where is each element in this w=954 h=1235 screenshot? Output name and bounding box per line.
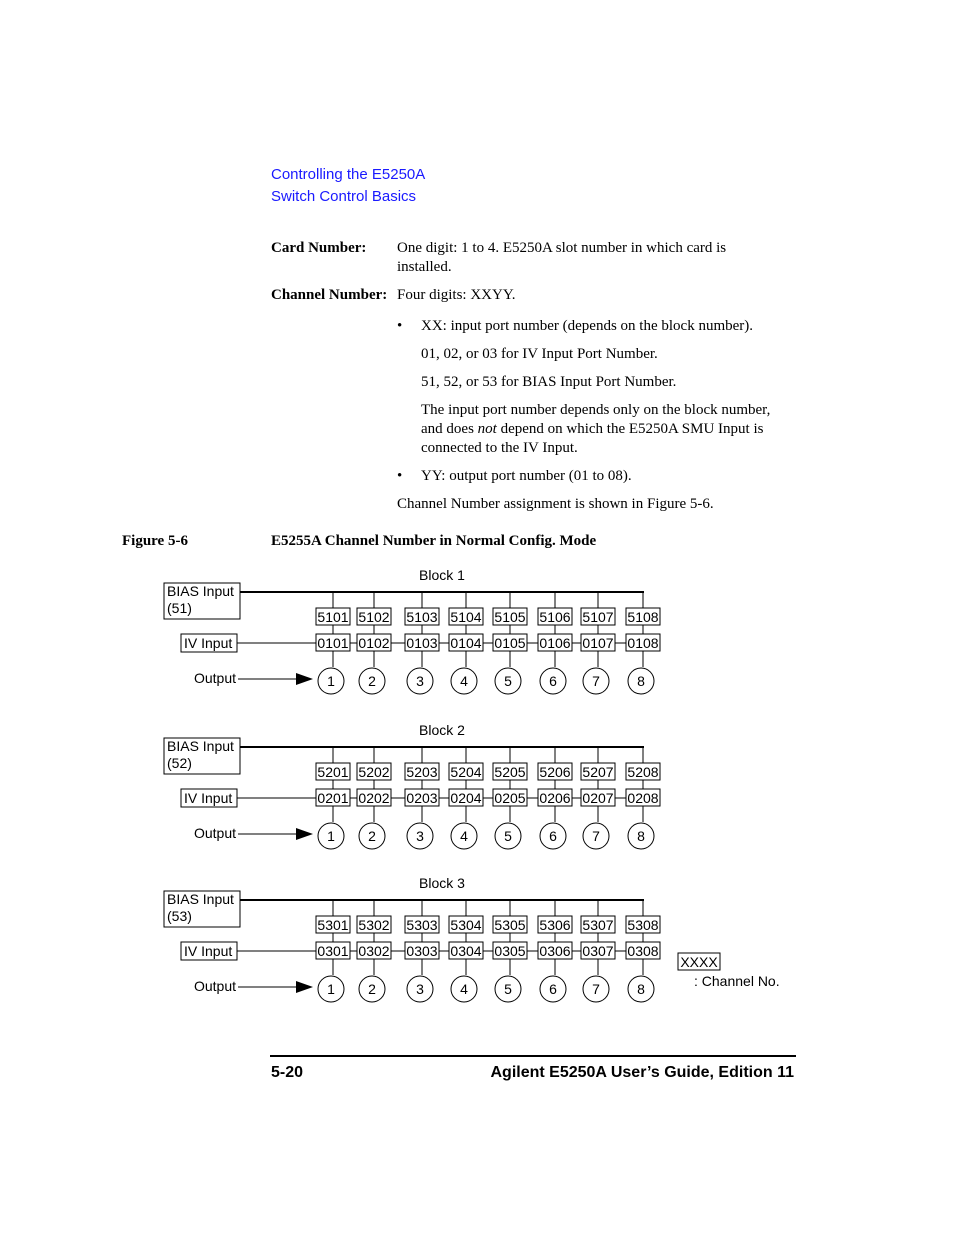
output-port-number: 7 [592,673,600,689]
output-port-number: 2 [368,673,376,689]
iv-channel-number: 0107 [582,635,614,651]
output-port-number: 6 [549,981,557,997]
output-port-number: 4 [460,673,468,689]
card-number-def-line2: installed. [397,259,452,275]
iv-input-label: IV Input [184,943,233,959]
output-port-number: 1 [327,673,335,689]
bias-channel-number: 5108 [627,609,659,625]
note-line2-before: and does [421,421,478,437]
output-port-number: 4 [460,981,468,997]
bullet-marker-yy: • [397,468,403,484]
output-port-number: 7 [592,828,600,844]
iv-channel-number: 0302 [358,943,390,959]
bias-channel-number: 5106 [539,609,571,625]
output-port-number: 1 [327,981,335,997]
block-title: Block 2 [419,722,465,738]
assignment-text: Channel Number assignment is shown in Figure 5-6. [397,496,714,512]
bias-input-label: BIAS Input [167,583,234,599]
output-port-number: 6 [549,828,557,844]
bullet-marker-xx: • [397,318,403,334]
iv-channel-number: 0108 [627,635,659,651]
bias-input-number: (51) [167,600,192,616]
bias-channel-number: 5308 [627,917,659,933]
bias-channel-number: 5206 [539,764,571,780]
bias-channel-number: 5103 [406,609,438,625]
breadcrumb-section-link[interactable]: Switch Control Basics [271,188,417,205]
figure-number: Figure 5-6 [122,533,188,549]
iv-input-label: IV Input [184,635,233,651]
bias-channel-number: 5306 [539,917,571,933]
bias-input-number: (53) [167,908,192,924]
iv-channel-number: 0206 [539,790,571,806]
iv-channel-number: 0301 [317,943,349,959]
iv-channel-number: 0201 [317,790,349,806]
bias-channel-number: 5105 [494,609,526,625]
note-line2-emphasis: not [477,421,497,437]
output-port-number: 3 [416,673,424,689]
iv-channel-number: 0103 [406,635,438,651]
bullet-xx-text: XX: input port number (depends on the block number). [421,318,754,334]
bias-input-number: (52) [167,755,192,771]
iv-channel-number: 0208 [627,790,659,806]
output-arrow-head [296,673,313,685]
legend-channel-sample: XXXX [680,954,718,970]
footer-title: Agilent E5250A User’s Guide, Edition 11 [490,1064,794,1081]
bias-channel-number: 5104 [450,609,482,625]
output-label: Output [193,978,236,994]
output-port-number: 5 [504,828,512,844]
iv-channel-number: 0204 [450,790,482,806]
output-label: Output [193,825,236,841]
bias-channel-number: 5207 [582,764,614,780]
iv-channel-number: 0306 [539,943,571,959]
bias-channel-number: 5203 [406,764,438,780]
bias-channel-number: 5201 [317,764,349,780]
channel-number-term: Channel Number: [271,287,388,303]
bias-channel-number: 5202 [358,764,390,780]
output-port-number: 8 [637,673,645,689]
iv-channel-number: 0207 [582,790,614,806]
iv-channel-number: 0307 [582,943,614,959]
output-port-number: 1 [327,828,335,844]
output-arrow-head [296,981,313,993]
bias-channel-number: 5301 [317,917,349,933]
output-port-number: 8 [637,981,645,997]
footer-page-number: 5-20 [271,1064,304,1081]
iv-channel-number: 0304 [450,943,482,959]
iv-channel-number: 0102 [358,635,390,651]
output-port-number: 4 [460,828,468,844]
output-arrow-head [296,828,313,840]
iv-channel-number: 0308 [627,943,659,959]
bias-channel-number: 5304 [450,917,482,933]
bias-channel-number: 5205 [494,764,526,780]
output-port-number: 5 [504,673,512,689]
iv-channel-number: 0106 [539,635,571,651]
output-port-number: 3 [416,828,424,844]
bias-channel-number: 5101 [317,609,349,625]
iv-channel-number: 0202 [358,790,390,806]
block-title: Block 1 [419,567,465,583]
output-port-number: 2 [368,981,376,997]
footer-rule [270,1055,796,1057]
output-label: Output [193,670,236,686]
bias-channel-number: 5307 [582,917,614,933]
output-port-number: 8 [637,828,645,844]
note-line2-after: depend on which the E5250A SMU Input is [496,421,764,437]
bias-port-numbers: 51, 52, or 53 for BIAS Input Port Number. [421,374,677,390]
iv-channel-number: 0101 [317,635,349,651]
bias-channel-number: 5305 [494,917,526,933]
figure-caption: E5255A Channel Number in Normal Config. Mode [271,533,597,549]
block-title: Block 3 [419,875,465,891]
output-port-number: 5 [504,981,512,997]
iv-channel-number: 0205 [494,790,526,806]
bias-channel-number: 5302 [358,917,390,933]
bullet-yy-text: YY: output port number (01 to 08). [421,468,632,484]
bias-input-label: BIAS Input [167,738,234,754]
bias-channel-number: 5107 [582,609,614,625]
bias-channel-number: 5102 [358,609,390,625]
channel-number-def: Four digits: XXYY. [397,287,516,303]
bias-channel-number: 5204 [450,764,482,780]
iv-channel-number: 0203 [406,790,438,806]
legend-text: : Channel No. [694,973,780,989]
output-port-number: 2 [368,828,376,844]
iv-channel-number: 0305 [494,943,526,959]
breadcrumb-chapter-link[interactable]: Controlling the E5250A [271,166,426,183]
iv-port-numbers: 01, 02, or 03 for IV Input Port Number. [421,346,658,362]
output-port-number: 3 [416,981,424,997]
output-port-number: 6 [549,673,557,689]
iv-input-label: IV Input [184,790,233,806]
iv-channel-number: 0105 [494,635,526,651]
note-line3: connected to the IV Input. [421,440,578,456]
note-line1: The input port number depends only on the block number, [421,402,771,418]
bias-channel-number: 5208 [627,764,659,780]
iv-channel-number: 0303 [406,943,438,959]
bias-channel-number: 5303 [406,917,438,933]
output-port-number: 7 [592,981,600,997]
bias-input-label: BIAS Input [167,891,234,907]
card-number-term: Card Number: [271,240,367,256]
card-number-def-line1: One digit: 1 to 4. E5250A slot number in which card is [397,240,727,256]
iv-channel-number: 0104 [450,635,482,651]
